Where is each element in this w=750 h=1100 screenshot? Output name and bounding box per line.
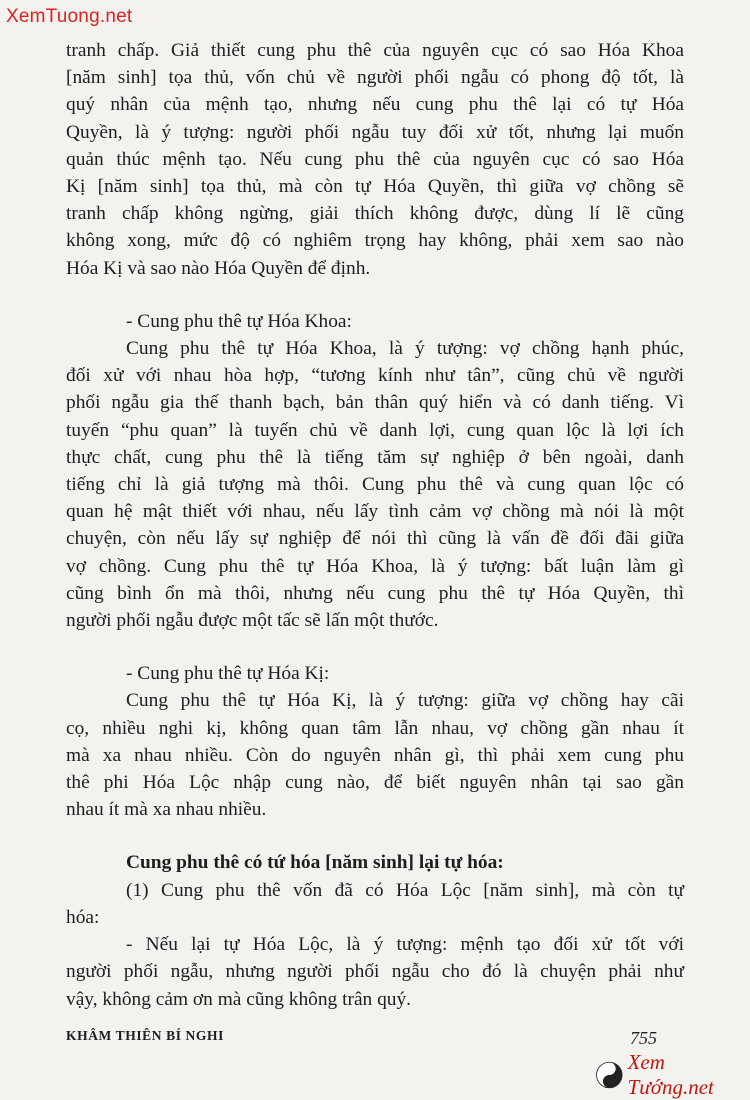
text-line: phối ngẫu gia thế thanh bạch, bản thân quý hiển và có danh tiếng. Vì: [66, 392, 684, 414]
text-line: hóa:: [66, 906, 100, 928]
site-watermark: XemTuong.net: [6, 6, 133, 27]
paragraph-gap: [66, 634, 684, 660]
text-line: thực chất, cung phu thê là tiếng tăm sự nghiệp ở bên ngoài, danh: [66, 446, 684, 468]
text-line: (1) Cung phu thê vốn đã có Hóa Lộc [năm sinh], mà còn tự: [126, 879, 684, 901]
text-line: thê phi Hóa Lộc nhập cung nào, để biết nguyên nhân tại sao gần: [66, 772, 684, 794]
text-line: [năm sinh] tọa thủ, vốn chủ về người phối ngẫu có phong độ tốt, là: [66, 67, 684, 89]
text-line: Kị [năm sinh] tọa thủ, mà còn tự Hóa Quyền, thì giữa vợ chồng sẽ: [66, 176, 684, 198]
text-line: tuyến “phu quan” là tuyến chủ về danh lợi, cung quan lộc là lợi ích: [66, 419, 684, 441]
text-line: tiếng chỉ là giả tượng mà thôi. Cung phu thê và cung quan lộc có: [66, 474, 684, 496]
site-logo: [596, 1050, 750, 1099]
text-line: Cung phu thê tự Hóa Kị, là ý tượng: giữa vợ chồng hay cãi: [126, 690, 684, 712]
section-heading: Cung phu thê có tứ hóa [năm sinh] lại tự hóa:: [126, 852, 504, 874]
text-line: người phối ngẫu, nhưng người phối ngẫu cho đó là chuyện phải như: [66, 961, 684, 983]
text-line: chuyện, còn nếu lấy sự nghiệp để nói thì cũng là vấn đề đối đãi giữa: [66, 528, 684, 550]
text-line: - Nếu lại tự Hóa Lộc, là ý tượng: mệnh tạo đối xử tốt với: [126, 934, 684, 956]
yin-yang-icon: [596, 1061, 623, 1089]
text-line: quản thúc mệnh tạo. Nếu cung phu thê của nguyên cục có sao Hóa: [66, 148, 684, 170]
logo-text: Xem Tướng.net: [627, 1050, 714, 1099]
text-line: cũng bình ổn mà thôi, nhưng nếu cung phu thê tự Hóa Quyền, thì: [66, 582, 684, 604]
text-line: - Cung phu thê tự Hóa Khoa:: [126, 310, 352, 332]
text-line: quý nhân của mệnh tạo, nhưng nếu cung phu thê lại có tự Hóa: [66, 94, 684, 116]
text-line: Hóa Kị và sao nào Hóa Quyền để định.: [66, 257, 371, 279]
text-line: - Cung phu thê tự Hóa Kị:: [126, 663, 330, 685]
text-line: không xong, mức độ có nghiêm trọng hay không, phải xem sao nào: [66, 230, 684, 252]
text-line: vậy, không cảm ơn mà cũng không trân quý.: [66, 988, 412, 1010]
text-line: cọ, nhiều nghi kị, không quan tâm lẫn nhau, vợ chồng gần nhau ít: [66, 717, 684, 739]
text-line: Cung phu thê tự Hóa Khoa, là ý tượng: vợ chồng hạnh phúc,: [126, 338, 684, 360]
text-line: quan hệ mật thiết với nhau, nếu lấy tình cảm vợ chồng mà nói là một: [66, 501, 684, 523]
text-line: vợ chồng. Cung phu thê tự Hóa Khoa, là ý tượng: bất luận làm gì: [66, 555, 684, 577]
text-line: nhau ít mà xa nhau nhiều.: [66, 799, 267, 821]
text-line: tranh chấp. Giả thiết cung phu thê của nguyên cục có sao Hóa Khoa: [66, 40, 684, 61]
text-line: tranh chấp không ngừng, giải thích không được, dùng lí lẽ cũng: [66, 203, 684, 225]
text-line: Quyền, là ý tượng: người phối ngẫu tuy đối xử tốt, nhưng lại muốn: [66, 121, 684, 143]
paragraph-gap: [66, 823, 684, 849]
paragraph-gap: [66, 282, 684, 308]
text-line: mà xa nhau nhiều. Còn do nguyên nhân gì, thì phải xem cung phu: [66, 744, 684, 766]
footer-book-title: KHÂM THIÊN BÍ NGHI: [66, 1028, 224, 1043]
footer-page-number: 755: [630, 1028, 657, 1048]
text-line: đối xử với nhau hòa hợp, “tương kính như tân”, cũng chủ về người: [66, 365, 684, 387]
text-line: người phối ngẫu được một tấc sẽ lấn một thước.: [66, 610, 439, 632]
page-body: [66, 37, 684, 1013]
